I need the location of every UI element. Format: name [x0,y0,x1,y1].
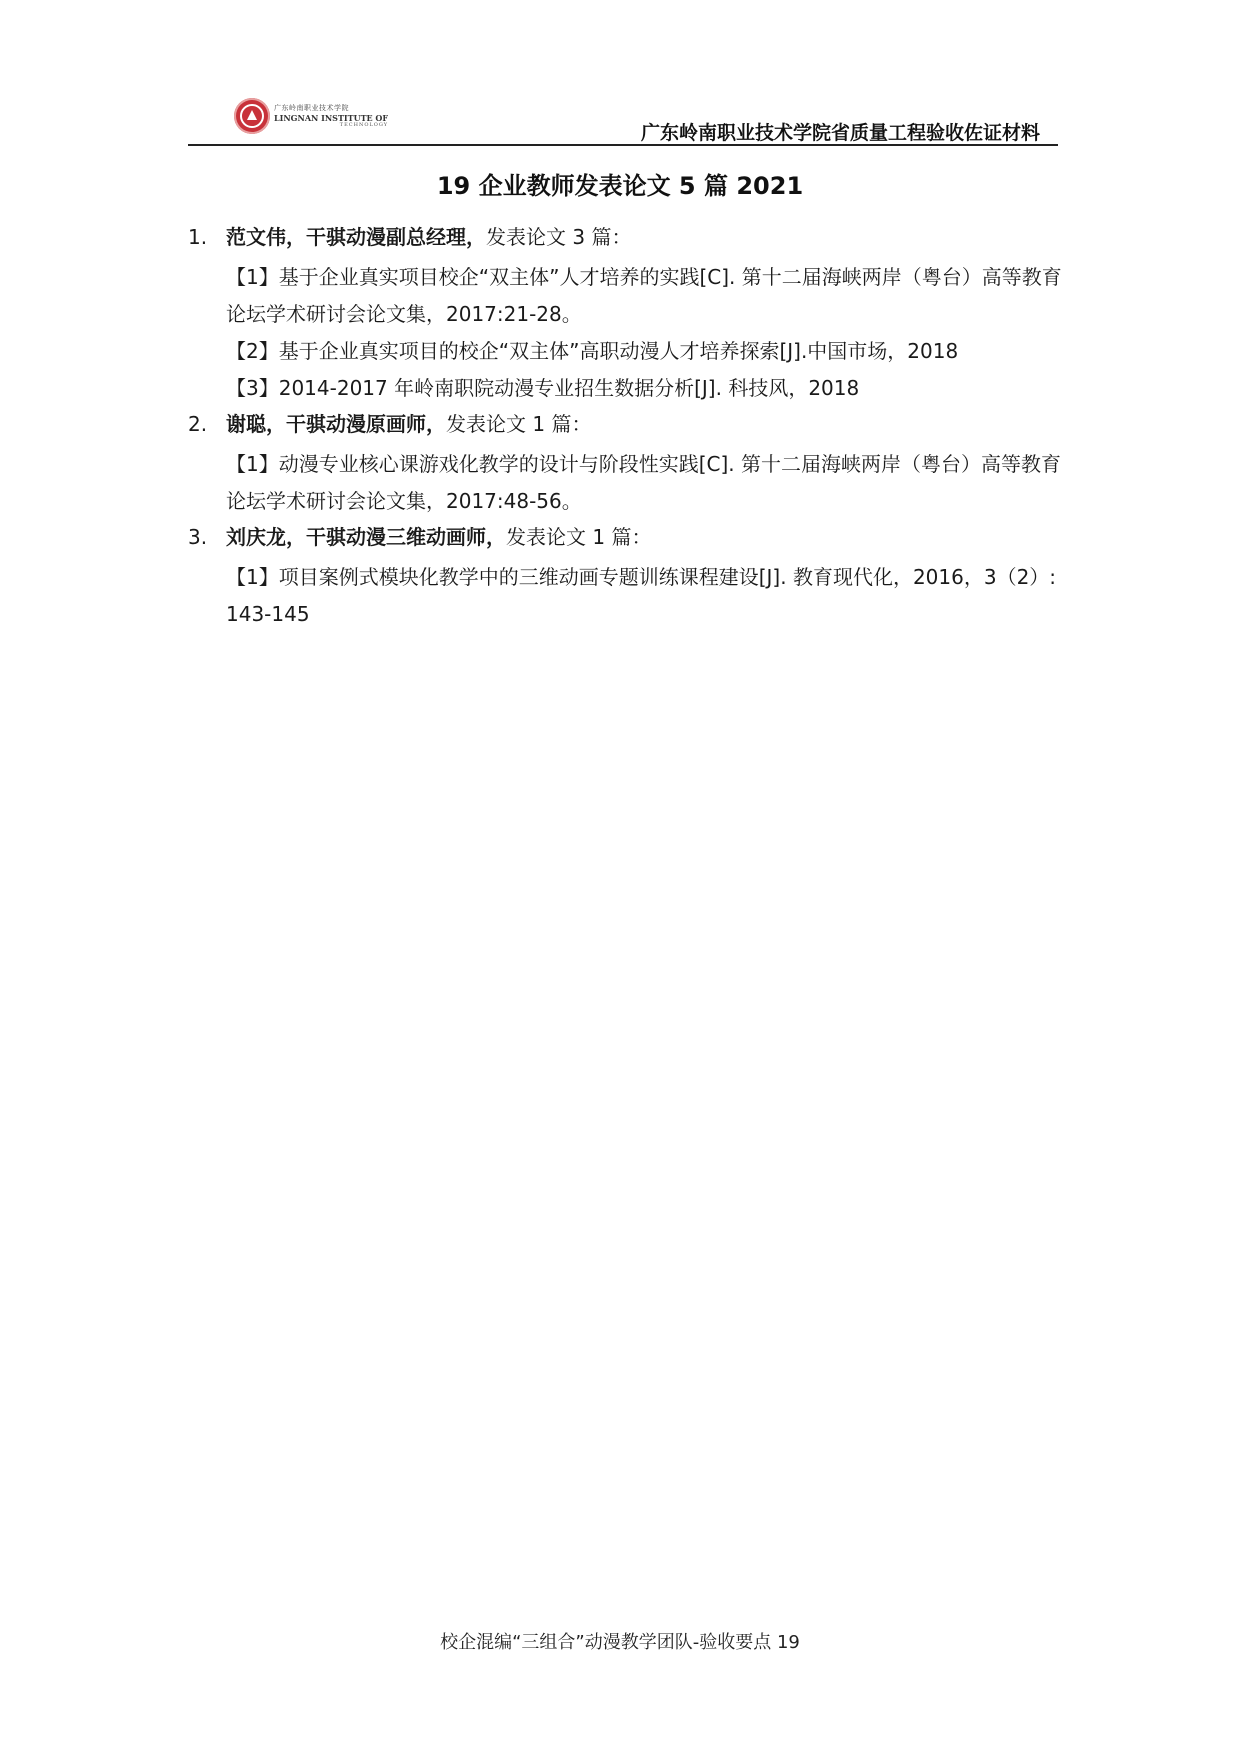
list-item [188,522,1068,633]
paper-count: 发表论文 3 篇： [486,225,632,249]
page-footer: 校企混编“三组合”动漫教学团队-验收要点 19 [440,1632,800,1653]
author-name: 谢聪，干骐动漫原画师， [226,412,446,436]
item-number: 3. [188,525,208,549]
document-title: 19 企业教师发表论文 5 篇 2021 [436,172,804,200]
paper-entry: 【3】2014-2017 年岭南职院动漫专业招生数据分析[J]. 科技风，2018 [226,376,860,400]
logo-en2-text: TECHNOLOGY [339,121,389,128]
logo-en-text: LINGNAN INSTITUTE OF [274,112,389,123]
paper-count: 发表论文 1 篇： [506,525,652,549]
list-item [188,222,1068,407]
logo-cn-text: 广东岭南职业技术学院 [274,103,349,112]
item-number: 2. [188,412,208,436]
item-number: 1. [188,225,208,249]
header-title: 广东岭南职业技术学院省质量工程验收佐证材料 [640,122,1040,144]
paper-count: 发表论文 1 篇： [446,412,592,436]
header-rule [188,144,1058,146]
paper-list [188,222,1068,635]
paper-entry: 【1】动漫专业核心课游戏化教学的设计与阶段性实践[C]. 第十二届海峡两岸（粤台）高等教育论坛学术研讨会论文集，2017:48-56。 [226,452,1062,513]
paper-entry: 【1】项目案例式模块化教学中的三维动画专题训练课程建设[J]. 教育现代化，2016，3（2）: 143-145 [226,565,1057,626]
school-logo [234,98,388,134]
author-name: 刘庆龙，干骐动漫三维动画师， [226,525,506,549]
page-header [188,92,1058,148]
paper-entry: 【2】基于企业真实项目的校企“双主体”高职动漫人才培养探索[J].中国市场，2018 [226,339,959,363]
paper-entry: 【1】基于企业真实项目校企“双主体”人才培养的实践[C]. 第十二届海峡两岸（粤台）高等教育论坛学术研讨会论文集，2017:21-28。 [226,265,1062,326]
author-name: 范文伟，干骐动漫副总经理， [226,225,486,249]
list-item [188,409,1068,520]
school-seal-icon [234,98,270,134]
